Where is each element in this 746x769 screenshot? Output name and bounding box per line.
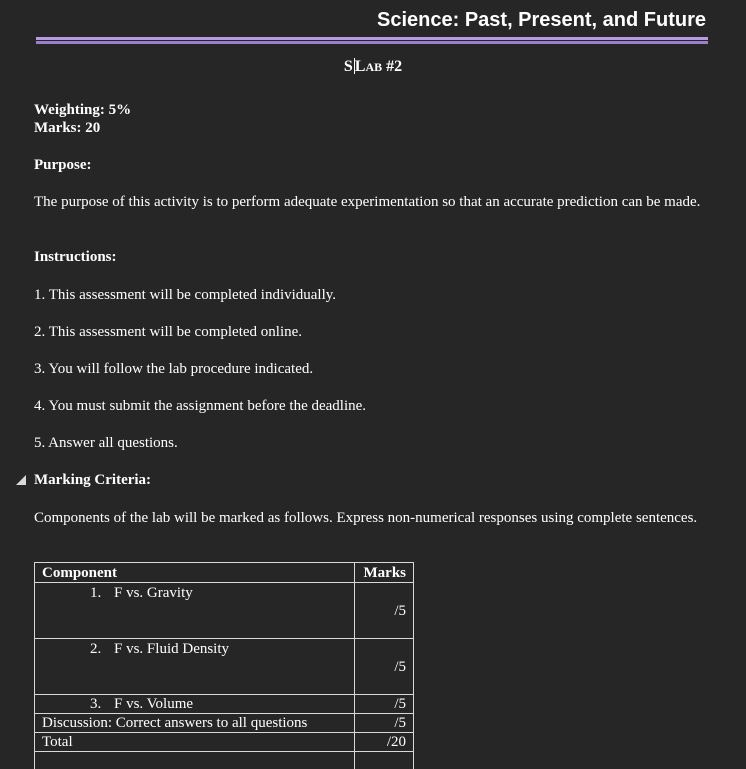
instruction-item: 2. This assessment will be completed online.	[34, 324, 303, 340]
table-row	[35, 733, 413, 752]
marks-cell: /5	[394, 603, 406, 619]
marks-cell: /5	[394, 696, 406, 712]
marks-cell: /5	[394, 659, 406, 675]
marks-table	[34, 562, 414, 769]
component-name: F vs. Gravity	[114, 585, 193, 601]
row-number: 3.	[90, 696, 102, 712]
marks-column-header: Marks	[363, 565, 406, 581]
table-header-row	[35, 563, 413, 583]
component-name: Discussion: Correct answers to all questions	[42, 715, 308, 731]
marking-criteria-heading[interactable]: Marking Criteria:	[34, 472, 152, 488]
table-row	[35, 695, 413, 714]
component-cell	[90, 640, 229, 658]
component-cell	[90, 584, 193, 602]
row-number: 2.	[90, 641, 102, 657]
lab-title	[0, 58, 746, 76]
collapse-arrow-icon[interactable]	[16, 475, 26, 485]
table-row	[35, 639, 413, 695]
instruction-item: 3. You will follow the lab procedure indicated.	[34, 361, 314, 377]
weighting-label: Weighting: 5%	[34, 102, 132, 118]
purpose-text: The purpose of this activity is to perform adequate experimentation so that an accurate prediction can be made.	[34, 194, 701, 210]
lab-title-number: #2	[382, 58, 403, 75]
component-column-header: Component	[42, 565, 118, 581]
marks-cell: /5	[394, 715, 406, 731]
marks-label: Marks: 20	[34, 120, 101, 136]
instruction-item: 5. Answer all questions.	[34, 435, 178, 451]
lab-title-word-initial: L	[354, 58, 366, 75]
purpose-heading: Purpose:	[34, 157, 92, 173]
course-title: Science: Past, Present, and Future	[377, 9, 706, 31]
table-row	[35, 583, 413, 639]
component-name: Total	[42, 734, 73, 750]
instruction-item: 1. This assessment will be completed individually.	[34, 287, 337, 303]
marking-criteria-intro: Components of the lab will be marked as follows. Express non-numerical responses using complete sentences.	[34, 510, 698, 526]
table-row	[35, 714, 413, 733]
marks-cell: /20	[386, 734, 406, 750]
component-cell	[90, 695, 193, 713]
row-number: 1.	[90, 585, 102, 601]
title-rule-top	[36, 37, 708, 40]
instructions-heading: Instructions:	[34, 249, 117, 265]
lab-title-smallcaps: AB	[365, 60, 383, 74]
lab-title-initial: S	[343, 58, 353, 75]
component-name: F vs. Fluid Density	[114, 641, 230, 657]
instruction-item: 4. You must submit the assignment before the deadline.	[34, 398, 367, 414]
title-rule-bottom	[36, 41, 708, 44]
component-name: F vs. Volume	[114, 696, 194, 712]
